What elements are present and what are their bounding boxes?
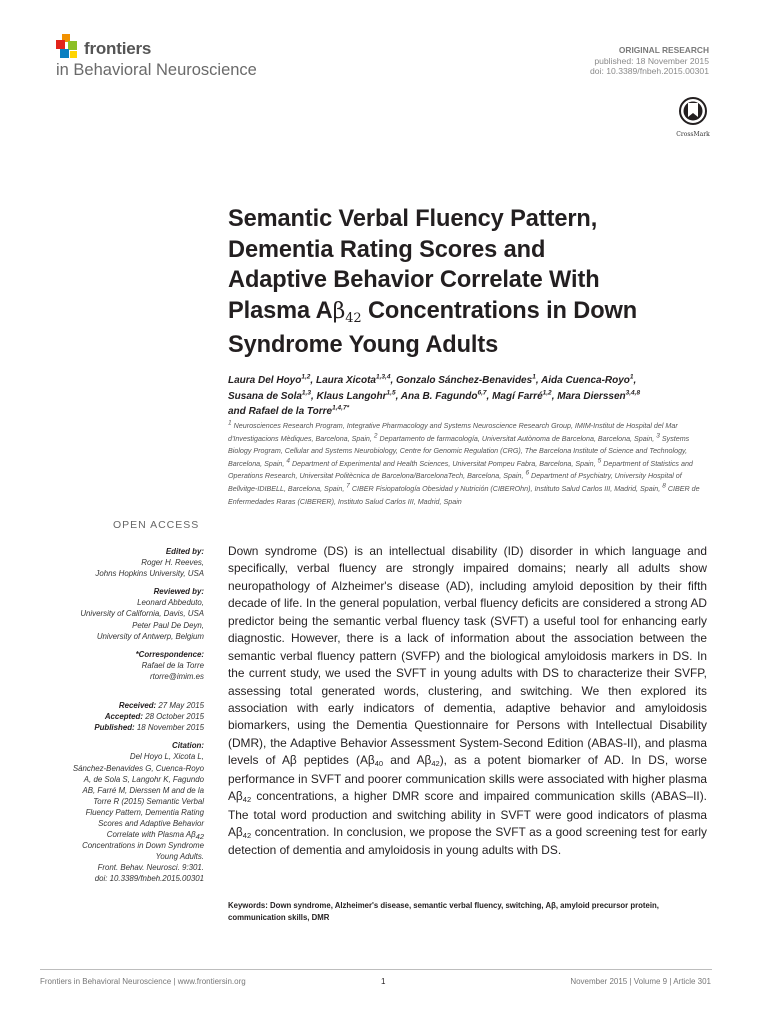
citation-line: Torre R (2015) Semantic Verbal [93, 796, 204, 806]
citation-line: Correlate with Plasma Aβ42 [106, 830, 204, 842]
keywords [228, 900, 707, 923]
correspondence-block [40, 649, 204, 682]
reviewer-name[interactable]: Peter Paul De Deyn, [132, 620, 204, 630]
title-text: Plasma A [228, 297, 333, 324]
reviewer-affiliation: University of Antwerp, Belgium [96, 631, 204, 641]
accepted-date: Accepted: 28 October 2015 [104, 712, 204, 722]
title-line: Dementia Rating Scores and [228, 236, 546, 263]
correspondence-label: *Correspondence: [135, 649, 204, 659]
published-date-sidebar: Published: 18 November 2015 [94, 723, 204, 733]
author[interactable]: Susana de Sola$^{1,3}$ [228, 389, 311, 402]
article-title [228, 204, 728, 361]
abstract: Down syndrome (DS) is an intellectual disability (ID) disorder in which language and specifically, verbal fluency are strongly impaired domains; nearly all adults show neuropathology of Alzheimer's disease (AD), including amyloid deposition by their fifth decade of life. In the general population, verbal fluency deficits are considered a strong AD predictor being the semantic verbal fluency task (SVFT) a useful tool for enhancing early diagnostic. However, there is a lack of information about the association between the semantic verbal fluency pattern (SVFP) and the biological amyloidosis markers in DS. In the current study, we used the SVFT in young adults with DS to characterize their SVFP, assessing total generated words, clustering, and switching. We then explored its association with early indicators of dementia, adaptive behavior and amyloidosis biomarkers, using the Dementia Questionnaire for Persons with Intellectual Disability (DMR), the Adaptive Behavior Assessment System-Second Edition (ABAS-II), and plasma levels of Aβ peptides (Aβ40 and Aβ42), as a potent biomarker of AD. In DS, worse performance in SVFT and poorer communication skills were associated with higher plasma Aβ42 concentrations, a higher DMR score and impaired communication skills (ABAS–II). The total word production and switching ability in SVFT were good indicators of plasma Aβ42 concentration. In conclusion, we propose the SVFT as a good screening test for early detection of dementia and amyloidosis in young adults with DS. [228, 544, 707, 858]
reviewer-affiliation: University of California, Davis, USA [80, 609, 204, 619]
article-type: ORIGINAL RESEARCH [618, 45, 709, 55]
affiliation: Neurosciences Research Program, Integrative Pharmacology and Systems Neuroscience Research Group, IMIM-Institut de Hospital del Mar d'Investigacions Mèdiques, Barcelona, Spain, [228, 422, 678, 443]
crossmark-badge[interactable] [674, 97, 712, 138]
citation-label: Citation: [172, 741, 204, 751]
affiliation: Department of Experimental and Health Sciences, Universitat Pompeu Fabra, Barcelona, Spain, [291, 459, 596, 468]
received-date: Received: 27 May 2015 [118, 701, 204, 711]
published-date: published: 18 November 2015 [594, 55, 709, 66]
title-line: Syndrome Young Adults [228, 332, 499, 358]
citation-doi[interactable]: doi: 10.3389/fnbeh.2015.00301 [94, 874, 204, 884]
affiliation: CIBER Fisiopatología Obesidad y Nutrición (CIBEROhn), Instituto Salud Carlos III, Madrid, Spain, [351, 484, 661, 493]
article-info-sidebar [40, 546, 204, 892]
author[interactable]: Laura Xicota$^{1,3,4}$ [315, 373, 391, 386]
footer-journal[interactable]: Frontiers in Behavioral Neuroscience | www.frontiersin.org [40, 977, 246, 986]
article-meta [590, 45, 709, 77]
reviewed-by-label: Reviewed by: [153, 587, 204, 597]
frontiers-logo [56, 34, 80, 62]
correspondence-name: Rafael de la Torre [141, 660, 204, 670]
author[interactable]: Klaus Langohr$^{1,5}$ [316, 389, 396, 402]
citation-line: Sánchez-Benavides G, Cuenca-Royo [72, 763, 204, 773]
title-line [228, 296, 728, 331]
author[interactable]: Laura Del Hoyo$^{1,2}$ [228, 373, 311, 386]
title-text: Concentrations in Down [361, 297, 638, 324]
open-access-label: OPEN ACCESS [113, 519, 200, 531]
affiliation: Systems Biology Program, Cellular and Systems Neurobiology, Centre for Genomic Regulation (CRG), The Barcelona Institute of Science and Technology, Barcelona, Spain, [228, 434, 690, 468]
citation-line: AB, Farré M, Dierssen M and de la [82, 785, 204, 795]
citation-line: A, de Sola S, Langohr K, Fagundo [83, 774, 204, 784]
edited-by-label: Edited by: [165, 547, 204, 556]
title-line: Adaptive Behavior Correlate With [228, 267, 600, 293]
keywords-label: Keywords: [228, 901, 268, 910]
correspondence-email[interactable]: rtorre@imim.es [149, 671, 204, 681]
citation-line: Scores and Adaptive Behavior [98, 818, 204, 828]
affiliation: CIBER de Enfermedades Raras (CIBERER), Instituto Salud Carlos III, Madrid, Spain [228, 484, 700, 506]
citation-line: Front. Behav. Neurosci. 9:301. [97, 863, 204, 873]
crossmark-label: CrossMark [676, 131, 710, 138]
footer-divider [40, 969, 712, 970]
dates-block [40, 700, 204, 733]
author[interactable]: Aida Cuenca-Royo$^1$ [541, 373, 634, 386]
citation-block [40, 740, 204, 884]
author[interactable]: Magí Farré$^{1,2}$ [492, 389, 552, 402]
brand-name: frontiers [84, 39, 152, 58]
editor-name[interactable]: Roger H. Reeves, [141, 558, 204, 568]
affiliations: $^1$ Neurosciences Research Program, Integrative Pharmacology and Systems Neuroscience Research Group, IMIM-Institut de Hospital del Mar d'Investigacions Mèdiques, Barcelona, Spain, $^2$ Departamento de farmacología, Universitat Autònoma de Barcelona, Barcelona, Spain, $^3$ Systems Biology Program, Cellular and Systems Neurobiology, Centre for Genomic Regulation (CRG), The Barcelona Institute of Science and Technology, Barcelona, Spain, $^4$ Department of Experimental and Health Sciences, Universitat Pompeu Fabra, Barcelona, Spain, $^5$ Department of Statistics and Operations Research, Universitat Politècnica de Barcelona/BarcelonaTech, Barcelona, Spain, $^6$ Department of Psychiatry, University Hospital of Bellvitge-IDIBELL, Barcelona, Spain, $^7$ CIBER Fisiopatología Obesidad y Nutrición (CIBEROhn), Instituto Salud Carlos III, Madrid, Spain, $^8$ CIBER de Enfermedades Raras (CIBERER), Instituto Salud Carlos III, Madrid, Spain [228, 419, 700, 506]
beta-symbol: β [332, 298, 346, 324]
author[interactable]: Gonzalo Sánchez-Benavides$^1$ [396, 373, 536, 386]
journal-name: in Behavioral Neuroscience [56, 61, 257, 79]
page-number: 1 [381, 977, 386, 986]
doi[interactable]: doi: 10.3389/fnbeh.2015.00301 [590, 66, 709, 77]
title-subscript: 42 [345, 310, 362, 326]
affiliation: Departamento de farmacología, Universitat Autònoma de Barcelona, Barcelona, Spain, [379, 434, 655, 443]
citation-line: Concentrations in Down Syndrome [82, 841, 204, 851]
affiliation: Department of Psychiatry, University Hospital of Bellvitge-IDIBELL, Barcelona, Spain, [228, 472, 682, 493]
editor-affiliation: Johns Hopkins University, USA [95, 569, 204, 579]
reviewed-by-block [40, 586, 204, 641]
author[interactable]: Rafael de la Torre$^{1,4,7*}$ [248, 404, 350, 418]
citation-line: Young Adults. [155, 852, 204, 862]
reviewer-name[interactable]: Leonard Abbeduto, [137, 598, 204, 608]
author-list: Laura Del Hoyo$^{1,2}$, Laura Xicota$^{1,3,4}$, Gonzalo Sánchez-Benavides$^1$, Aida Cuenca-Royo$^1$, Susana de Sola$^{1,3}$, Klaus Langohr$^{1,5}$, Ana B. Fagundo$^{6,7}$, Magí Farré$^{1,2}$, Mara Dierssen$^{3,4,8}$ and Rafael de la Torre$^{1,4,7*}$ [228, 373, 641, 418]
affiliation: Department of Statistics and Operations Research, Universitat Politècnica de Barcelona/BarcelonaTech, Barcelona, Spain, [228, 459, 693, 481]
citation-line: Del Hoyo L, Xicota L, [129, 752, 204, 762]
author[interactable]: Mara Dierssen$^{3,4,8}$ [557, 389, 641, 402]
crossmark-icon [679, 97, 707, 125]
keywords-text: Down syndrome, Alzheimer's disease, semantic verbal fluency, switching, Aβ, amyloid precursor protein, communication skills, DMR [228, 901, 659, 922]
edited-by-block [40, 546, 204, 579]
citation-line: Fluency Pattern, Dementia Rating [85, 807, 204, 817]
author[interactable]: Ana B. Fagundo$^{6,7}$ [400, 389, 487, 402]
title-line: Semantic Verbal Fluency Pattern, [228, 206, 598, 232]
footer-issue-info: November 2015 | Volume 9 | Article 301 [570, 977, 711, 986]
